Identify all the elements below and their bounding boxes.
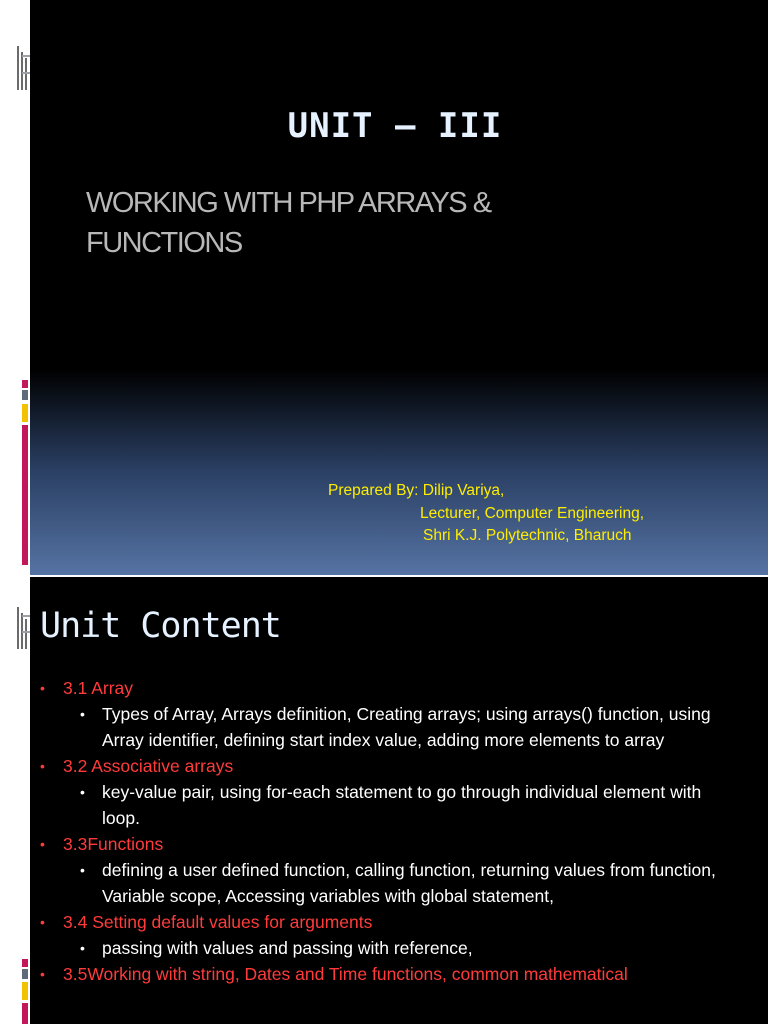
topic-detail: • passing with values and passing with reference, — [0, 935, 768, 961]
divider — [22, 72, 30, 74]
unit-title: UNIT – III — [287, 106, 503, 146]
bullet-icon: • — [80, 862, 85, 878]
accent-bar — [22, 380, 28, 388]
slide-corner-decoration-icon — [17, 607, 31, 649]
topic-heading: • 3.3Functions — [0, 831, 768, 857]
topic-heading: • 3.2 Associative arrays — [0, 753, 768, 779]
prepared-by-line: Shri K.J. Polytechnic, Bharuch — [423, 527, 632, 544]
topic-heading: • 3.1 Array — [0, 675, 768, 701]
divider — [22, 631, 30, 633]
accent-bar — [22, 390, 28, 400]
topic-detail: • defining a user defined function, calling function, returning values from function, Variable scope, Accessing variables with global statement, — [0, 857, 768, 909]
bullet-icon: • — [40, 680, 45, 696]
divider — [22, 55, 30, 57]
topic-detail: • Types of Array, Arrays definition, Creating arrays; using arrays() function, using Array identifier, defining start index value, adding more elements to array — [0, 701, 768, 753]
topic-detail: • key-value pair, using for-each statement to go through individual element with loop. — [0, 779, 768, 831]
bullet-icon: • — [40, 914, 45, 930]
bullet-icon: • — [80, 706, 85, 722]
bullet-icon: • — [40, 966, 45, 982]
accent-bar — [22, 1003, 28, 1024]
slide-corner-decoration-icon — [17, 46, 31, 90]
topic-heading: • 3.5Working with string, Dates and Time functions, common mathematical — [0, 961, 768, 987]
topic-heading: • 3.4 Setting default values for arguments — [0, 909, 768, 935]
topic-list — [0, 675, 768, 987]
accent-bar — [22, 404, 28, 422]
prepared-by-line: Lecturer, Computer Engineering, — [420, 505, 645, 522]
bullet-icon: • — [80, 784, 85, 800]
bullet-icon: • — [80, 940, 85, 956]
content-title: Unit Content — [40, 606, 281, 646]
bullet-icon: • — [40, 836, 45, 852]
unit-subtitle: WORKING WITH PHP ARRAYS & FUNCTIONS — [86, 187, 491, 259]
prepared-by-line: Prepared By: Dilip Variya, — [328, 482, 505, 499]
divider — [22, 615, 30, 617]
bullet-icon: • — [40, 758, 45, 774]
accent-bar — [22, 425, 28, 565]
